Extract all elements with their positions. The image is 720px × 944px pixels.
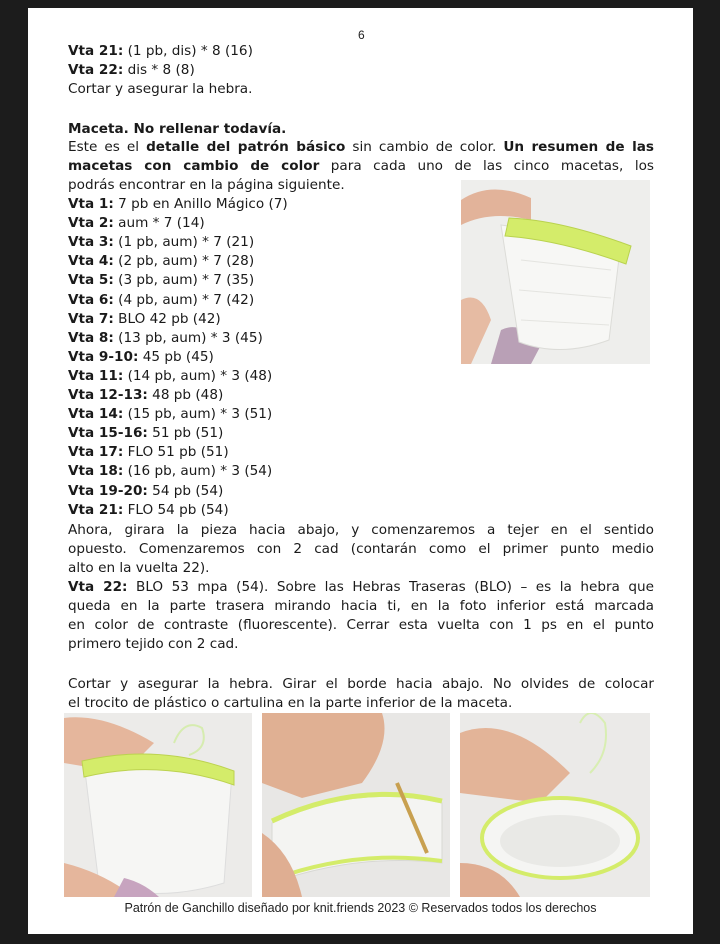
- vta22-line-4: primero tejido con 2 cad.: [68, 636, 239, 652]
- intro-line-2: macetas con cambio de color para cada uno de las cinco macetas, los: [68, 158, 655, 174]
- round-line: Vta 18: (16 pb, aum) * 3 (54): [68, 463, 273, 480]
- round-line: Vta 3: (1 pb, aum) * 7 (21): [68, 234, 255, 251]
- round-line: Vta 9-10: 45 pb (45): [68, 348, 214, 365]
- vta22-line-3: en color de contraste (fluorescente). Cerrar esta vuelta con 1 ps en el punto: [68, 617, 654, 633]
- round-line: Vta 17: FLO 51 pb (51): [68, 444, 229, 461]
- round-line: Vta 21: FLO 54 pb (54): [68, 501, 229, 518]
- intro-line-1: Este es el detalle del patrón básico sin cambio de color. Un resumen de las: [68, 139, 654, 155]
- page-number: 6: [358, 28, 365, 42]
- intro-line-3: podrás encontrar en la página siguiente.: [68, 177, 345, 193]
- round-line: Vta 5: (3 pb, aum) * 7 (35): [68, 272, 255, 289]
- round-line: Vta 4: (2 pb, aum) * 7 (28): [68, 253, 255, 270]
- round-line: Vta 14: (15 pb, aum) * 3 (51): [68, 406, 273, 423]
- turn-line-3: alto en la vuelta 22).: [68, 560, 210, 576]
- final-line-1: Cortar y asegurar la hebra. Girar el borde hacia abajo. No olvides de colocar: [68, 676, 654, 692]
- footer-copyright: Patrón de Ganchillo diseñado por knit.friends 2023 © Reservados todos los derechos: [124, 901, 597, 915]
- round-line: Vta 7: BLO 42 pb (42): [68, 310, 221, 327]
- round-line: Vta 6: (4 pb, aum) * 7 (42): [68, 291, 255, 308]
- round-line: Vta 11: (14 pb, aum) * 3 (48): [68, 367, 273, 384]
- vta22-line-2: queda en la parte trasera mirando hacia ti, en la foto inferior está marcada: [68, 598, 654, 614]
- photo-pot-turned: [64, 713, 252, 897]
- photo-crochet-hook: [262, 713, 450, 897]
- round-line: Vta 15-16: 51 pb (51): [68, 425, 224, 442]
- document-page: [28, 8, 693, 934]
- round-line: Vta 2: aum * 7 (14): [68, 215, 205, 232]
- final-line-2: el trocito de plástico o cartulina en la parte inferior de la maceta.: [68, 695, 513, 711]
- round-line: Vta 8: (13 pb, aum) * 3 (45): [68, 329, 263, 346]
- photo-pot-inside: [460, 713, 650, 897]
- top-round-22: Vta 22: dis * 8 (8): [68, 62, 195, 78]
- round-line: Vta 19-20: 54 pb (54): [68, 482, 224, 499]
- round-line: Vta 1: 7 pb en Anillo Mágico (7): [68, 196, 288, 212]
- cut-line: Cortar y asegurar la hebra.: [68, 81, 253, 97]
- round-line: Vta 12-13: 48 pb (48): [68, 387, 224, 403]
- pot-photo: [461, 180, 650, 364]
- vta22-line-1: Vta 22: BLO 53 mpa (54). Sobre las Hebras Traseras (BLO) – es la hebra que: [68, 579, 655, 595]
- turn-line-2: opuesto. Comenzaremos con 2 cad (contarán como el primer punto medio: [68, 541, 654, 557]
- top-round-21: Vta 21: (1 pb, dis) * 8 (16): [68, 43, 253, 59]
- turn-line-1: Ahora, girara la pieza hacia abajo, y comenzaremos a tejer en el sentido: [68, 522, 654, 538]
- section-title: Maceta. No rellenar todavía.: [68, 121, 287, 137]
